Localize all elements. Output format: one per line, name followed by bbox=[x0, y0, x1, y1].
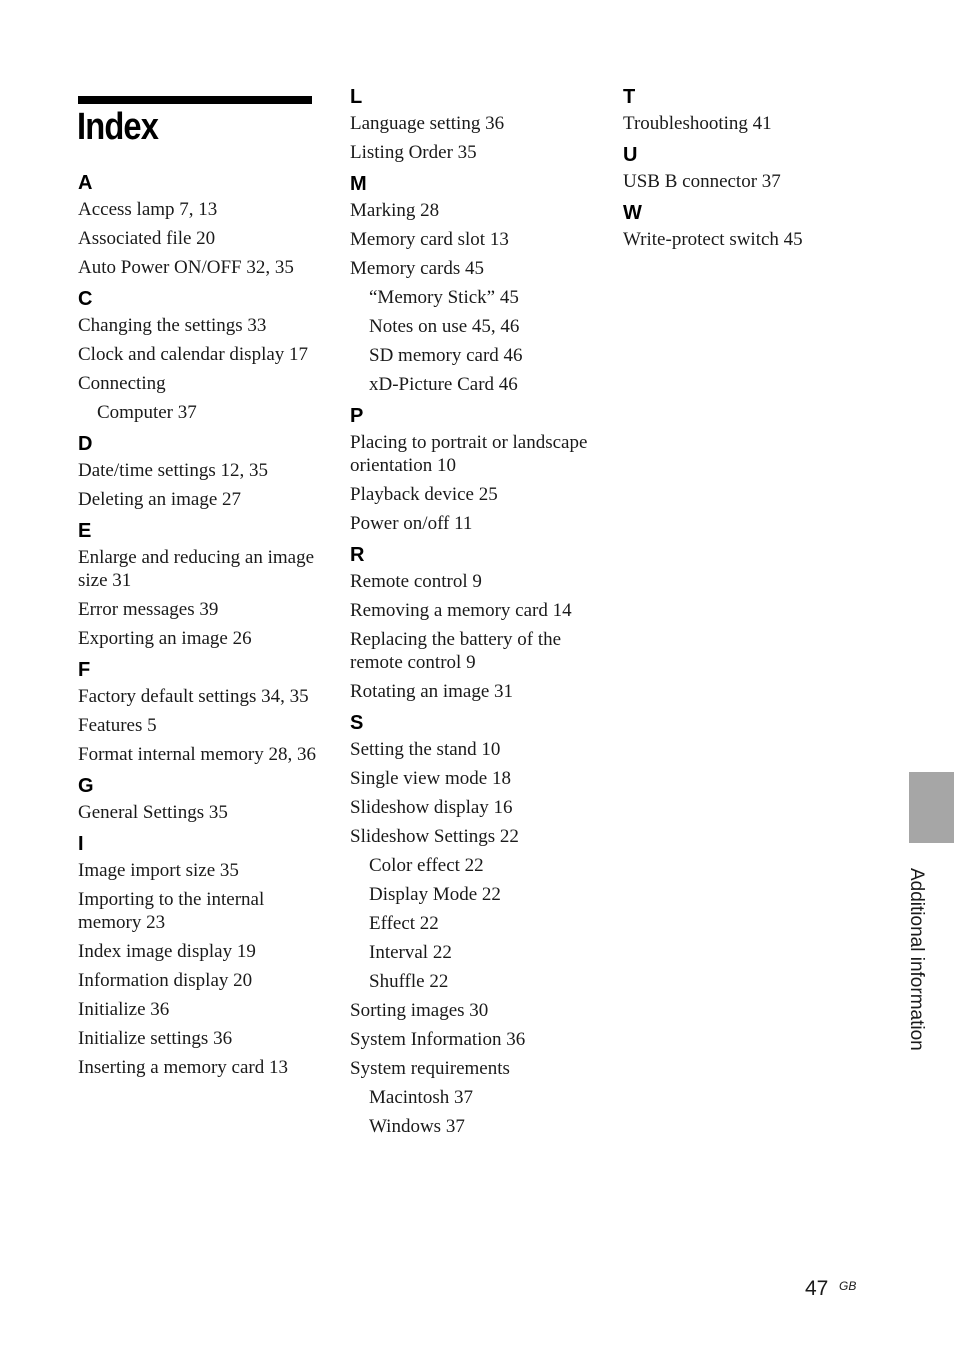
page-number: 47 bbox=[805, 1277, 829, 1300]
index-entry: Playback device 25 bbox=[350, 484, 498, 505]
index-entry: Sorting images 30 bbox=[350, 1000, 489, 1021]
index-section-w bbox=[623, 202, 863, 251]
index-section-e bbox=[78, 520, 318, 650]
index-entry: Exporting an image 26 bbox=[78, 628, 252, 649]
index-letter-heading: R bbox=[350, 544, 365, 566]
index-entry: Listing Order 35 bbox=[350, 142, 477, 163]
index-entry: Date/time settings 12, 35 bbox=[78, 460, 268, 481]
index-entry: Inserting a memory card 13 bbox=[78, 1057, 288, 1078]
index-section-m bbox=[350, 173, 600, 396]
index-entry: Replacing the battery of the remote control 9 bbox=[350, 629, 562, 673]
index-column-1 bbox=[78, 172, 318, 1088]
index-entry: Information display 20 bbox=[78, 970, 253, 991]
index-entry: Importing to the internal memory 23 bbox=[78, 889, 265, 933]
index-entry: Format internal memory 28, 36 bbox=[78, 744, 316, 765]
index-column-3 bbox=[623, 86, 863, 260]
index-subentry: Shuffle 22 bbox=[369, 971, 449, 992]
index-entry: Factory default settings 34, 35 bbox=[78, 686, 309, 707]
index-subentry: Notes on use 45, 46 bbox=[369, 316, 520, 337]
index-entry: Changing the settings 33 bbox=[78, 315, 267, 336]
index-letter-heading: D bbox=[78, 433, 93, 455]
index-entry: Memory card slot 13 bbox=[350, 229, 509, 250]
index-section-t bbox=[623, 86, 863, 135]
page-title: Index bbox=[77, 106, 159, 148]
index-entry: Deleting an image 27 bbox=[78, 489, 242, 510]
index-entry: Initialize 36 bbox=[78, 999, 170, 1020]
index-entry: Slideshow Settings 22 bbox=[350, 826, 519, 847]
section-tab-label: Additional information bbox=[906, 868, 927, 1051]
index-section-u bbox=[623, 144, 863, 193]
index-entry: System Information 36 bbox=[350, 1029, 526, 1050]
index-entry: Removing a memory card 14 bbox=[350, 600, 572, 621]
index-entry: Marking 28 bbox=[350, 200, 440, 221]
index-subentry: Macintosh 37 bbox=[369, 1087, 473, 1108]
index-section-g bbox=[78, 775, 318, 824]
index-entry: Write-protect switch 45 bbox=[623, 229, 803, 250]
index-subentry: Effect 22 bbox=[369, 913, 439, 934]
index-column-2 bbox=[350, 86, 600, 1147]
index-subentry: Interval 22 bbox=[369, 942, 452, 963]
index-letter-heading: C bbox=[78, 288, 93, 310]
index-letter-heading: P bbox=[350, 405, 364, 427]
index-entry: Enlarge and reducing an image size 31 bbox=[78, 547, 314, 591]
index-letter-heading: F bbox=[78, 659, 91, 681]
index-entry: Single view mode 18 bbox=[350, 768, 511, 789]
index-entry: Auto Power ON/OFF 32, 35 bbox=[78, 257, 294, 278]
index-section-c bbox=[78, 288, 318, 424]
index-entry: USB B connector 37 bbox=[623, 171, 781, 192]
index-subentry: Windows 37 bbox=[369, 1116, 465, 1137]
index-letter-heading: E bbox=[78, 520, 92, 542]
index-section-d bbox=[78, 433, 318, 511]
index-entry: Image import size 35 bbox=[78, 860, 239, 881]
index-entry: Power on/off 11 bbox=[350, 513, 473, 534]
index-entry: Placing to portrait or landscape orientation 10 bbox=[350, 432, 588, 476]
index-subentry: xD-Picture Card 46 bbox=[369, 374, 518, 395]
index-letter-heading: T bbox=[623, 86, 636, 108]
index-entry: Memory cards 45 bbox=[350, 258, 485, 279]
index-subentry: SD memory card 46 bbox=[369, 345, 523, 366]
index-entry: Connecting bbox=[78, 373, 166, 394]
index-section-i bbox=[78, 833, 318, 1079]
index-entry: Clock and calendar display 17 bbox=[78, 344, 309, 365]
index-subentry: Computer 37 bbox=[97, 402, 197, 423]
index-letter-heading: L bbox=[350, 86, 363, 108]
index-entry: General Settings 35 bbox=[78, 802, 228, 823]
index-section-f bbox=[78, 659, 318, 766]
index-entry: System requirements bbox=[350, 1058, 510, 1079]
index-entry: Rotating an image 31 bbox=[350, 681, 514, 702]
index-entry: Error messages 39 bbox=[78, 599, 219, 620]
index-letter-heading: U bbox=[623, 144, 638, 166]
index-entry: Troubleshooting 41 bbox=[623, 113, 772, 134]
index-subentry: Display Mode 22 bbox=[369, 884, 501, 905]
index-subentry: Color effect 22 bbox=[369, 855, 484, 876]
index-letter-heading: A bbox=[78, 172, 93, 194]
index-letter-heading: I bbox=[78, 833, 84, 855]
index-entry: Language setting 36 bbox=[350, 113, 505, 134]
index-entry: Index image display 19 bbox=[78, 941, 256, 962]
index-section-a bbox=[78, 172, 318, 279]
title-rule bbox=[78, 96, 312, 104]
index-letter-heading: G bbox=[78, 775, 94, 797]
index-letter-heading: S bbox=[350, 712, 364, 734]
index-entry: Slideshow display 16 bbox=[350, 797, 513, 818]
index-section-p bbox=[350, 405, 600, 535]
section-tab bbox=[909, 772, 954, 843]
index-section-s bbox=[350, 712, 600, 1138]
index-subentry: “Memory Stick” 45 bbox=[369, 287, 519, 308]
index-letter-heading: M bbox=[350, 173, 367, 195]
index-entry: Initialize settings 36 bbox=[78, 1028, 233, 1049]
index-letter-heading: W bbox=[623, 202, 642, 224]
page-language-code: GB bbox=[839, 1279, 857, 1293]
index-entry: Remote control 9 bbox=[350, 571, 482, 592]
index-entry: Access lamp 7, 13 bbox=[78, 199, 218, 220]
index-section-r bbox=[350, 544, 600, 703]
index-entry: Associated file 20 bbox=[78, 228, 216, 249]
index-entry: Setting the stand 10 bbox=[350, 739, 501, 760]
index-entry: Features 5 bbox=[78, 715, 157, 736]
index-section-l bbox=[350, 86, 600, 164]
